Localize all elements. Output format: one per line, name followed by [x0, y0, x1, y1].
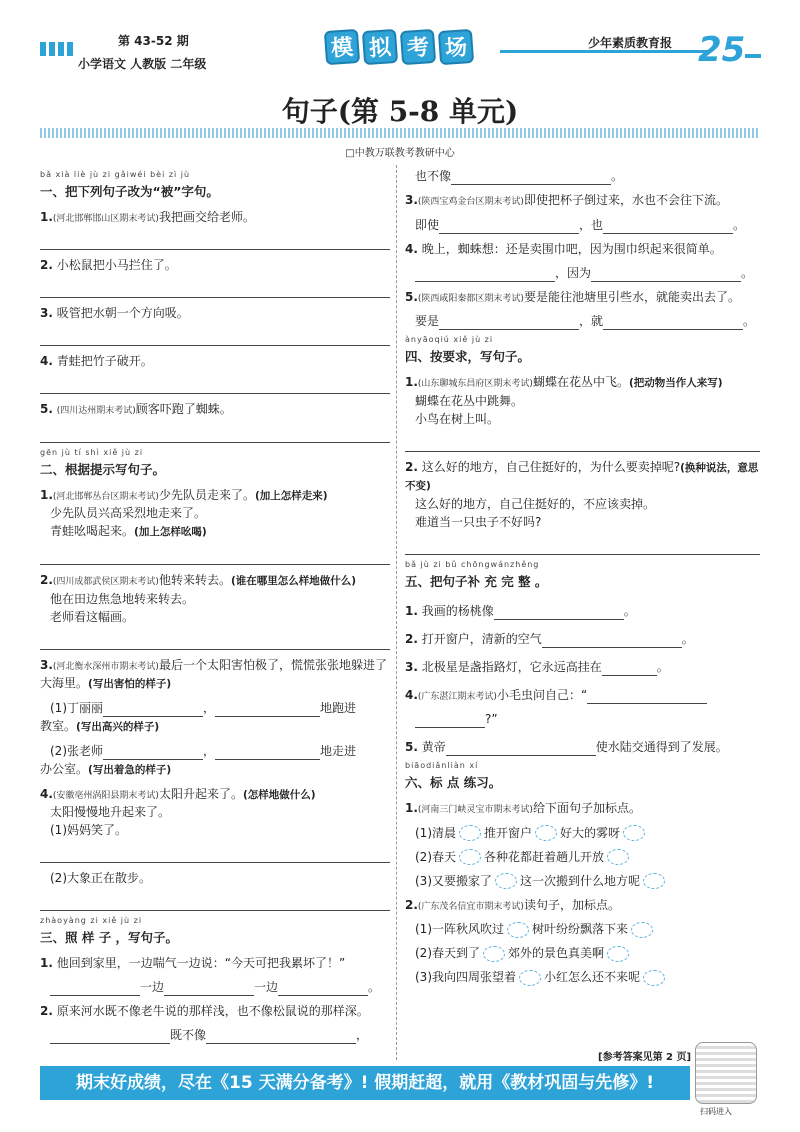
answer-line[interactable]: [405, 432, 760, 452]
punctuation-item: (1)一阵秋风吹过 树叶纷纷飘落下来: [405, 920, 760, 938]
fill-in-sentence: 既不像 ，: [40, 1026, 390, 1044]
blank[interactable]: [415, 268, 555, 282]
example-sentence: 这么好的地方，自己住挺好的，不应该卖掉。: [415, 497, 656, 511]
fill-in-sentence: 也不像 。: [415, 169, 624, 183]
punctuation-blank[interactable]: [643, 970, 665, 986]
blank[interactable]: [164, 982, 254, 996]
blank[interactable]: [603, 316, 743, 330]
blank[interactable]: [451, 171, 611, 185]
fill-in-sentence: 一边 一边 。: [40, 978, 390, 996]
punctuation-item: (3)又要搬家了 这一次搬到什么地方呢: [405, 872, 760, 890]
qr-label: 扫码进入: [700, 1107, 732, 1116]
blank[interactable]: [603, 220, 733, 234]
question-part: 青蛙吆喝起来。(加上怎样吆喝): [50, 524, 207, 539]
section-heading: 一、把下列句子改为“被”字句。: [40, 184, 219, 199]
section-pinyin: zhàoyàng zi xiě jù zi: [40, 916, 143, 926]
section-heading: 二、根据提示写句子。: [40, 461, 166, 477]
question: 5.(陕西咸阳秦都区期末考试)要是能往池塘里引些水，就能卖出去了。: [405, 289, 740, 304]
banner-char: 场: [438, 29, 474, 65]
question-part: 办公室。(写出着急的样子): [40, 761, 172, 776]
blank[interactable]: [50, 1030, 170, 1044]
blank[interactable]: [215, 746, 320, 760]
banner-char: 考: [400, 29, 436, 65]
punctuation-item: (1)清晨 推开窗户 好大的雾呀: [405, 824, 760, 842]
section-pinyin: bǎ jù zi bǔ chōngwánzhěng: [405, 560, 540, 569]
answer-line[interactable]: [40, 843, 390, 863]
issue-number: 第 43-52 期: [118, 34, 189, 48]
fill-in-sentence: 即使 ，也 。: [415, 217, 746, 232]
question: 2. 打开窗户，清新的空气 。: [405, 631, 694, 646]
question: 4. 晚上，蜘蛛想：还是卖围巾吧，因为围巾织起来很简单。: [405, 241, 722, 256]
question: 2.(四川成都武侯区期末考试)他转来转去。(谁在哪里怎么样地做什么): [40, 573, 357, 587]
punctuation-blank[interactable]: [631, 922, 653, 938]
section-pinyin: gēn jù tí shì xiě jù zi: [40, 447, 144, 457]
question: 1.(河北邯郸邯山区期末考试)我把画交给老师。: [40, 209, 255, 224]
question: 2. 小松鼠把小马拦住了。: [40, 258, 177, 273]
footer-banner: 期末好成绩，尽在《15 天满分备考》! 假期赶超，就用《教材巩固与先修》!: [40, 1066, 690, 1100]
answer-line[interactable]: [40, 891, 390, 911]
question: 2. 原来河水既不像老牛说的那样浅，也不像松鼠说的那样深。: [40, 1004, 369, 1018]
question-part: 小鸟在树上叫。: [415, 411, 500, 426]
question-part: (1)妈妈笑了。: [50, 823, 127, 838]
research-center-label: □中教万联教考教研中心: [345, 148, 455, 159]
banner-char: 模: [324, 29, 360, 65]
punctuation-blank[interactable]: [607, 849, 629, 865]
answer-line[interactable]: [40, 230, 390, 250]
qr-code-icon[interactable]: [695, 1042, 757, 1104]
blank[interactable]: [602, 662, 657, 676]
answer-reference: [参考答案见第 2 页]: [598, 1052, 692, 1063]
answer-line[interactable]: [40, 278, 390, 298]
right-column: [405, 165, 760, 986]
question: 3. 吸管把水朝一个方向吸。: [40, 306, 189, 321]
punctuation-blank[interactable]: [607, 946, 629, 962]
newspaper-name: 少年素质教育报: [588, 36, 673, 50]
example-sentence: 太阳慢慢地升起来了。: [50, 805, 171, 820]
question: 2. 这么好的地方，自己住挺好的，为什么要卖掉呢?(换种说法，意思不变): [405, 459, 759, 493]
blank[interactable]: [446, 742, 596, 756]
punctuation-blank[interactable]: [459, 849, 481, 865]
fill-in-sentence: (2)张老师 ， 地走进: [50, 743, 357, 758]
question: 4.(安徽亳州涡阳县期末考试)太阳升起来了。(怎样地做什么): [40, 786, 316, 801]
punctuation-blank[interactable]: [495, 873, 517, 889]
punctuation-item: (2)春天到了 郊外的景色真美啊: [405, 944, 760, 962]
section-pinyin: bǎ xià liè jù zi gǎiwéi bèi zì jù: [40, 170, 191, 179]
blank[interactable]: [439, 316, 579, 330]
title-divider: [40, 128, 760, 138]
column-divider: [396, 165, 397, 1060]
punctuation-blank[interactable]: [507, 922, 529, 938]
blank[interactable]: [439, 220, 579, 234]
section-heading: 三、照 样 子 ，写句子。: [40, 930, 179, 946]
answer-line[interactable]: [40, 326, 390, 346]
question: 5. 黄帝 使水陆交通得到了发展。: [405, 740, 728, 755]
question: 3.(河北衡水深州市期末考试)最后一个太阳害怕极了，慌慌张张地躲进了大海里。(写出害怕的样子): [40, 657, 387, 691]
example-sentence: 少先队员兴高采烈地走来了。: [50, 506, 207, 521]
answer-line[interactable]: [40, 545, 390, 565]
question-part: (2)大象正在散步。: [50, 871, 151, 886]
fill-in-sentence: ，因为 。: [405, 264, 760, 282]
question: 3.(陕西宝鸡金台区期末考试)即使把杯子倒过来，水也不会往下流。: [405, 193, 728, 207]
example-sentence: 他在田边焦急地转来转去。: [50, 591, 195, 606]
left-column: [40, 165, 390, 1044]
punctuation-blank[interactable]: [483, 946, 505, 962]
header-stripes: [40, 42, 73, 56]
blank[interactable]: [591, 268, 741, 282]
question: 1.(山东聊城东昌府区期末考试)蝴蝶在花丛中飞。(把动物当作人来写): [405, 374, 723, 389]
page-number-bar: [745, 54, 761, 58]
blank[interactable]: [494, 606, 624, 620]
question: 4. 青蛙把竹子破开。: [40, 354, 153, 369]
banner-char: 拟: [362, 29, 398, 65]
question-part: 老师看这幅画。: [50, 609, 135, 624]
punctuation-blank[interactable]: [643, 873, 665, 889]
example-sentence: 蝴蝶在花丛中跳舞。: [415, 393, 524, 408]
blank[interactable]: [278, 982, 368, 996]
punctuation-item: (3)我向四周张望着 小红怎么还不来呢: [405, 968, 760, 986]
question: 5. (四川达州期末考试)顾客吓跑了蜘蛛。: [40, 402, 232, 417]
page-header: [40, 28, 760, 88]
question: 1. 我画的杨桃像 。: [405, 603, 636, 618]
question: 2.(广东茂名信宜市期末考试)读句子，加标点。: [405, 897, 620, 912]
blank[interactable]: [415, 714, 485, 728]
page-title: 句子(第 5-8 单元): [281, 95, 519, 128]
answer-line[interactable]: [405, 535, 760, 555]
blank[interactable]: [50, 982, 140, 996]
blank[interactable]: [587, 690, 707, 704]
punctuation-blank[interactable]: [535, 825, 557, 841]
fill-in-sentence: 要是 ，就 。: [415, 314, 756, 328]
blank[interactable]: [215, 703, 320, 717]
punctuation-blank[interactable]: [623, 825, 645, 841]
question: 4.(广东湛江期末考试)小毛虫问自己：“: [405, 686, 760, 705]
page-number: 25: [698, 30, 746, 70]
question-part: 难道当一只虫子不好吗?: [415, 515, 542, 529]
fill-in-sentence: ?”: [405, 710, 760, 728]
answer-line[interactable]: [40, 630, 390, 650]
question-part: 教室。(写出高兴的样子): [40, 719, 160, 733]
punctuation-blank[interactable]: [519, 970, 541, 986]
section-heading: 五、把句子补 充 完 整 。: [405, 574, 548, 589]
subject-label: 小学语文 人教版 二年级: [78, 57, 207, 71]
question: 3. 北极星是盏指路灯，它永远高挂在 。: [405, 659, 669, 674]
blank[interactable]: [103, 703, 203, 717]
punctuation-item: (2)春天 各种花都赶着趟儿开放: [405, 848, 760, 866]
answer-line[interactable]: [40, 374, 390, 394]
answer-line[interactable]: [40, 423, 390, 443]
question: 1.(河北邯郸丛台区期末考试)少先队员走来了。(加上怎样走来): [40, 487, 328, 502]
question: 1. 他回到家里，一边喘气一边说：“今天可把我累坏了！”: [40, 956, 346, 970]
section-heading: 六、标 点 练习。: [405, 775, 502, 791]
fill-in-sentence: (1)丁丽丽 ， 地跑进: [50, 701, 357, 715]
question: 1.(河南三门峡灵宝市期末考试)给下面句子加标点。: [405, 801, 641, 815]
section-pinyin: biāodiǎnliàn xí: [405, 761, 479, 771]
punctuation-blank[interactable]: [459, 825, 481, 841]
blank[interactable]: [542, 634, 682, 648]
blank[interactable]: [103, 746, 203, 760]
blank[interactable]: [206, 1030, 356, 1044]
exam-banner: [325, 30, 473, 64]
section-pinyin: ànyāoqiú xiě jù zi: [405, 335, 494, 344]
section-heading: 四、按要求，写句子。: [405, 349, 531, 364]
